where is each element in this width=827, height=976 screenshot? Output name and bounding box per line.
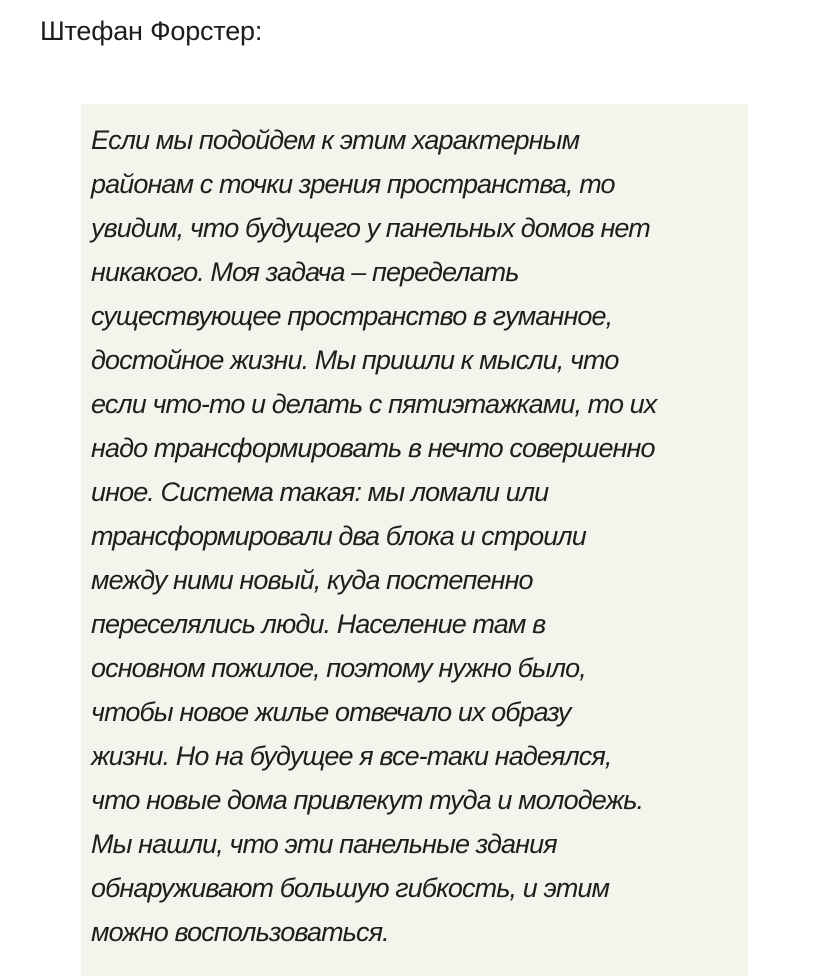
quote-line: можно воспользоваться. — [91, 917, 389, 947]
quote-line: трансформировали два блока и строили — [91, 521, 586, 551]
quote-line: никакого. Моя задача – переделать — [91, 257, 519, 287]
quote-line: что новые дома привлекут туда и молодежь. — [91, 785, 644, 815]
quote-line: обнаруживают большую гибкость, и этим — [91, 873, 610, 903]
quote-line: иное. Система такая: мы ломали или — [91, 477, 549, 507]
quote-line: существующее пространство в гуманное, — [91, 301, 613, 331]
quote-line: Мы нашли, что эти панельные здания — [91, 829, 557, 859]
quote-line: если что-то и делать с пятиэтажками, то их — [91, 389, 657, 419]
author-name: Штефан Форстер: — [40, 16, 263, 46]
quote-line: увидим, что будущего у панельных домов нет — [91, 213, 650, 243]
quote-line: чтобы новое жилье отвечало их образу — [91, 697, 571, 727]
quote-block — [81, 104, 748, 976]
quote-line: Если мы подойдем к этим характерным — [91, 125, 580, 155]
quote-line: районам с точки зрения пространства, то — [91, 169, 615, 199]
quote-line: основном пожилое, поэтому нужно было, — [91, 653, 586, 683]
quote-line: переселялись люди. Население там в — [91, 609, 546, 639]
quote-line: надо трансформировать в нечто совершенно — [91, 433, 655, 463]
quote-line: между ними новый, куда постепенно — [91, 565, 533, 595]
quote-line: жизни. Но на будущее я все-таки надеялся, — [91, 741, 612, 771]
quote-line: достойное жизни. Мы пришли к мысли, что — [91, 345, 619, 375]
